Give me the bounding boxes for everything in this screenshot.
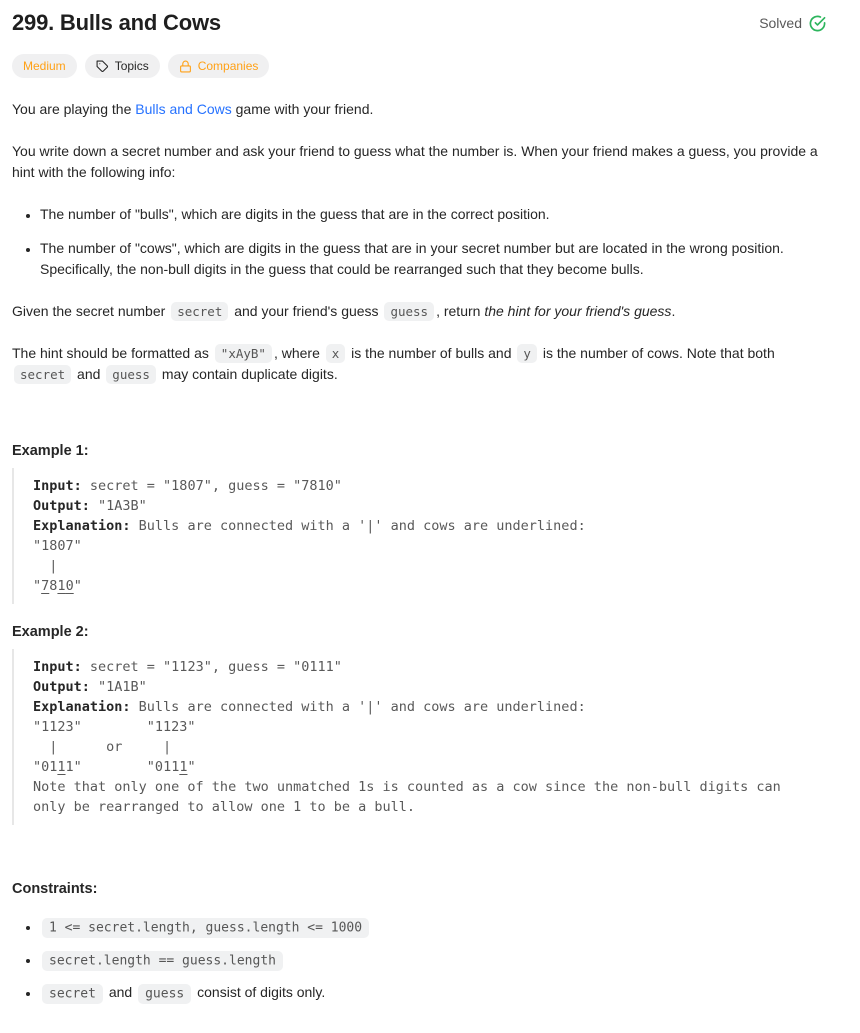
text-segment: 1" "011 [65, 759, 180, 775]
description-paragraph [12, 301, 834, 322]
text-segment: only be rearranged to allow one 1 to be a bull. [33, 799, 416, 815]
inline-code: guess [106, 365, 156, 384]
inline-code: secret.length == guess.length [42, 951, 283, 971]
text-segment: . [671, 303, 676, 319]
code-line [33, 717, 824, 737]
code-line [33, 777, 824, 797]
inline-code: secret [42, 984, 103, 1004]
text-segment: You are playing the [12, 101, 136, 117]
example-1-heading: Example 1: [12, 443, 89, 459]
description-paragraph [12, 141, 834, 183]
text-segment: | [33, 558, 58, 574]
text-segment: Input: [33, 659, 90, 675]
text-segment: "1123" "1123" [33, 719, 196, 735]
text-segment: Input: [33, 478, 90, 494]
tag-icon [96, 60, 109, 73]
text-segment: " [187, 759, 196, 775]
text-segment: 1 [179, 759, 188, 775]
text-segment: and [104, 984, 137, 1000]
difficulty-label: Medium [23, 59, 66, 73]
topics-badge[interactable] [85, 54, 160, 78]
code-line [33, 476, 824, 496]
code-line [33, 757, 824, 777]
text-segment: "1A3B" [98, 498, 147, 514]
code-line [33, 737, 824, 757]
inline-code: 1 <= secret.length, guess.length <= 1000 [42, 918, 369, 938]
text-segment: 1 [57, 578, 66, 594]
bulls-and-cows-link[interactable]: Bulls and Cows [135, 101, 232, 117]
check-circle-icon [809, 15, 826, 32]
description-body [12, 99, 834, 1003]
topics-label: Topics [114, 59, 149, 73]
code-line [33, 677, 824, 697]
text-segment: is the number of bulls and [347, 345, 516, 361]
hint-list [12, 204, 834, 280]
constraint-item [40, 915, 834, 937]
example-2-heading: Example 2: [12, 624, 89, 640]
text-segment: 0 [65, 578, 74, 594]
text-segment: 1 [57, 759, 66, 775]
text-segment: You write down a secret number and ask your friend to guess what the number is. When your friend makes a guess, you provide a hint with the following info: [12, 143, 818, 180]
code-line [33, 657, 824, 677]
text-segment: Given the secret number [12, 303, 170, 319]
text-segment: Output: [33, 679, 99, 695]
inline-code: y [517, 344, 537, 363]
text-segment: | or | [33, 739, 172, 755]
constraints-heading: Constraints: [12, 881, 98, 897]
difficulty-badge[interactable] [12, 54, 77, 78]
constraints-list [12, 915, 834, 1003]
example-2-block [12, 649, 834, 825]
code-line [33, 556, 824, 576]
text-segment: the hint for your friend's guess [484, 303, 672, 319]
code-line [33, 536, 824, 556]
companies-badge[interactable] [168, 54, 270, 78]
companies-label: Companies [197, 59, 259, 73]
code-line [33, 797, 824, 817]
text-segment: " [73, 578, 82, 594]
code-line [33, 496, 824, 516]
description-paragraph [12, 99, 834, 120]
text-segment: secret = "1807", guess = "7810" [89, 478, 342, 494]
text-segment: "1807" [33, 538, 82, 554]
text-segment: " [33, 578, 42, 594]
code-line [33, 576, 824, 596]
text-segment: "01 [33, 759, 58, 775]
constraint-item [40, 981, 834, 1003]
inline-code: guess [384, 302, 434, 321]
text-segment: is the number of cows. Note that both [538, 345, 775, 361]
code-line [33, 697, 824, 717]
text-segment: Bulls are connected with a '|' and cows are underlined: [138, 699, 586, 715]
list-item [40, 204, 834, 225]
text-segment: The number of "bulls", which are digits in the guess that are in the correct position. [40, 206, 550, 222]
inline-code: guess [138, 984, 191, 1004]
inline-code: secret [171, 302, 228, 321]
list-item [40, 238, 834, 280]
text-segment: consist of digits only. [193, 984, 326, 1000]
text-segment: Explanation: [33, 699, 139, 715]
text-segment: 8 [49, 578, 58, 594]
example-1-block [12, 468, 834, 604]
text-segment: , return [436, 303, 485, 319]
text-segment: Note that only one of the two unmatched 1s is counted as a cow since the non-bull digits can [33, 779, 781, 795]
inline-code: secret [14, 365, 71, 384]
inline-code: "xAyB" [215, 344, 272, 363]
text-segment: Explanation: [33, 518, 139, 534]
text-segment: 7 [41, 578, 50, 594]
code-line [33, 516, 824, 536]
text-segment: Bulls are connected with a '|' and cows are underlined: [138, 518, 586, 534]
text-segment: may contain duplicate digits. [157, 366, 338, 382]
lock-icon [179, 60, 192, 73]
text-segment: The hint should be formatted as [12, 345, 213, 361]
description-paragraph [12, 343, 834, 385]
text-segment: and your friend's guess [230, 303, 383, 319]
solved-label: Solved [759, 15, 802, 31]
solved-status[interactable] [759, 15, 826, 32]
text-segment: secret = "1123", guess = "0111" [89, 659, 342, 675]
text-segment: , where [273, 345, 324, 361]
text-segment: and [73, 366, 105, 382]
page-title: 299. Bulls and Cows [12, 10, 221, 35]
inline-code: x [326, 344, 346, 363]
problem-header [12, 8, 834, 38]
constraint-item [40, 948, 834, 970]
text-segment: game with your friend. [231, 101, 374, 117]
text-segment: The number of "cows", which are digits in the guess that are in your secret number but are located in the wrong position. Specifically, the non-bull digits in the guess that could be rearranged such that they become bulls. [40, 240, 784, 277]
text-segment: "1A1B" [98, 679, 147, 695]
text-segment: Output: [33, 498, 99, 514]
badge-row [12, 54, 834, 78]
